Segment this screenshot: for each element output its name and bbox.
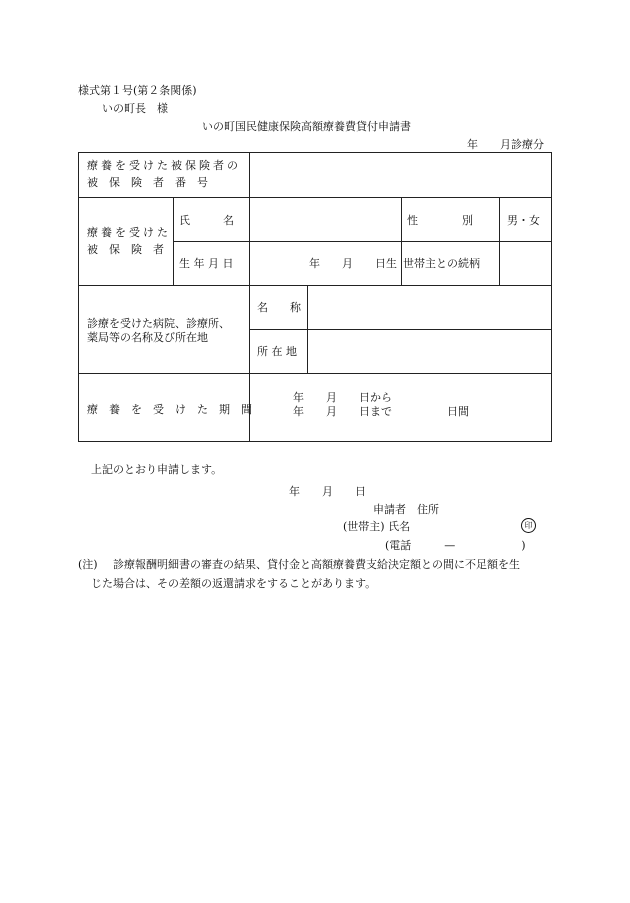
form-number: 様式第１号(第２条関係) bbox=[78, 84, 197, 97]
row-divider bbox=[249, 329, 551, 330]
period-from-field[interactable]: 年 月 日から bbox=[293, 391, 392, 404]
facility-address-label: 所 在 地 bbox=[257, 345, 297, 358]
addressee: いの町長 様 bbox=[102, 102, 168, 115]
application-date[interactable]: 年 月 日 bbox=[289, 485, 366, 498]
facility-label-line1: 診療を受けた病院、診療所、 bbox=[87, 317, 230, 330]
treatment-month-label: 年 月診療分 bbox=[467, 138, 544, 151]
birth-date-label: 生 年 月 日 bbox=[179, 257, 234, 270]
phone-field[interactable]: (電話 — ) bbox=[385, 539, 526, 552]
insured-person-label-line1: 療養を受けた bbox=[87, 226, 171, 239]
sex-label: 性 別 bbox=[407, 214, 473, 227]
column-divider bbox=[307, 285, 308, 373]
facility-name-label: 名 称 bbox=[257, 301, 301, 314]
column-divider bbox=[249, 285, 250, 373]
application-statement: 上記のとおり申請します。 bbox=[91, 463, 223, 476]
column-divider bbox=[173, 197, 174, 285]
relation-field[interactable] bbox=[505, 247, 545, 279]
applicant-address-label: 申請者 住所 bbox=[373, 503, 439, 516]
application-form-table bbox=[78, 152, 552, 442]
birth-date-field[interactable]: 年 月 日生 bbox=[309, 257, 397, 270]
note-line-2: じた場合は、その差額の返還請求をすることがあります。 bbox=[91, 577, 377, 590]
sex-value[interactable]: 男・女 bbox=[507, 214, 540, 227]
column-divider bbox=[249, 153, 250, 197]
document-title: いの町国民健康保険高額療養費貸付申請書 bbox=[202, 120, 411, 133]
note-line-1: 診療報酬明細書の審査の結果、貸付金と高額療養費支給決定額との間に不足額を生 bbox=[113, 558, 520, 571]
relation-label: 世帯主との続柄 bbox=[403, 257, 480, 270]
column-divider bbox=[249, 197, 250, 285]
column-divider bbox=[401, 197, 402, 285]
treatment-period-label: 療 養 を 受 け た 期 間 bbox=[87, 403, 252, 416]
row-divider bbox=[79, 285, 551, 286]
column-divider bbox=[499, 197, 500, 285]
row-divider bbox=[79, 373, 551, 374]
insured-number-label-line1: 療養を受けた被保険者の bbox=[87, 159, 241, 172]
days-label: 日間 bbox=[447, 405, 469, 418]
period-to-field[interactable]: 年 月 日まで bbox=[293, 405, 392, 418]
facility-name-field[interactable] bbox=[313, 291, 545, 323]
facility-address-field[interactable] bbox=[313, 335, 545, 367]
seal-mark: 印 bbox=[521, 518, 536, 533]
insured-number-field[interactable] bbox=[255, 159, 545, 191]
name-label: 氏 名 bbox=[179, 214, 234, 227]
row-divider bbox=[79, 197, 551, 198]
insured-number-label-line2: 被 保 険 者 番 号 bbox=[87, 176, 208, 189]
name-field[interactable] bbox=[255, 203, 395, 235]
applicant-name-label: (世帯主) 氏名 bbox=[343, 520, 411, 533]
row-divider bbox=[173, 241, 551, 242]
facility-label-line2: 薬局等の名称及び所在地 bbox=[87, 331, 208, 344]
note-label: (注) bbox=[78, 558, 98, 571]
insured-person-label-line2: 被 保 険 者 bbox=[87, 243, 164, 256]
